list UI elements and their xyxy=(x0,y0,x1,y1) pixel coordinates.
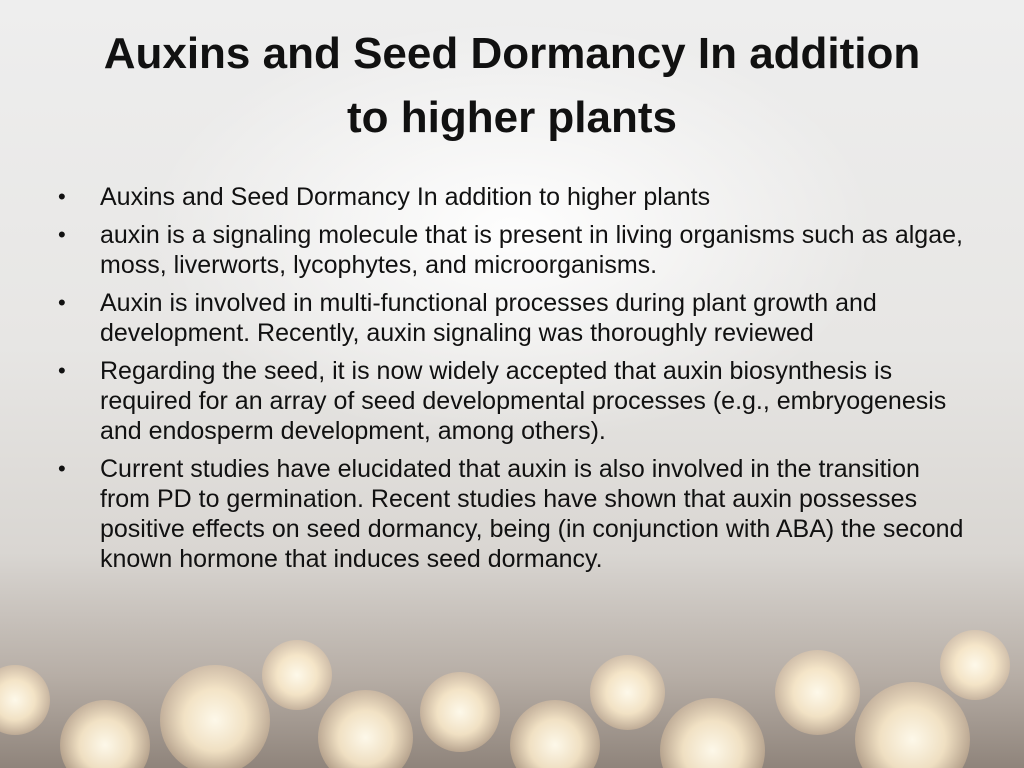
bokeh-light xyxy=(590,655,665,730)
bokeh-light xyxy=(160,665,270,768)
bokeh-light xyxy=(940,630,1010,700)
bokeh-light xyxy=(660,698,765,768)
bullet-dot-icon: • xyxy=(58,456,66,481)
bullet-text: auxin is a signaling molecule that is present in living organisms such as algae, moss, liverworts, lycophytes, and microorganisms. xyxy=(100,221,963,279)
bullet-text: Current studies have elucidated that auxin is also involved in the transition from PD to germination. Recent studies have shown that auxin possesses positive effects on seed dormancy, being (in conjunction with ABA) the second known hormone that induces seed dormancy. xyxy=(100,455,964,573)
bullet-text: Auxin is involved in multi-functional processes during plant growth and development. Recently, auxin signaling was thoroughly reviewed xyxy=(100,289,877,347)
bokeh-light xyxy=(262,640,332,710)
bullet-item xyxy=(58,288,970,348)
bullet-text: Auxins and Seed Dormancy In addition to higher plants xyxy=(100,183,711,211)
slide-title: Auxins and Seed Dormancy In addition to higher plants xyxy=(103,29,921,142)
bokeh-light xyxy=(318,690,413,768)
bullet-list xyxy=(58,182,970,582)
bullet-item xyxy=(58,220,970,280)
bokeh-light xyxy=(0,665,50,735)
bullet-item xyxy=(58,182,970,212)
bullet-dot-icon: • xyxy=(58,222,66,247)
bullet-dot-icon: • xyxy=(58,290,66,315)
bullet-dot-icon: • xyxy=(58,184,66,209)
bokeh-light xyxy=(510,700,600,768)
bullet-item xyxy=(58,356,970,446)
bokeh-light xyxy=(775,650,860,735)
bullet-text: Regarding the seed, it is now widely accepted that auxin biosynthesis is required for an array of seed developmental processes (e.g., embryogenesis and endosperm development, among others). xyxy=(100,357,947,445)
bokeh-light xyxy=(420,672,500,752)
bokeh-light xyxy=(60,700,150,768)
bokeh-light xyxy=(855,682,970,768)
bullet-item xyxy=(58,454,970,574)
bullet-dot-icon: • xyxy=(58,358,66,383)
